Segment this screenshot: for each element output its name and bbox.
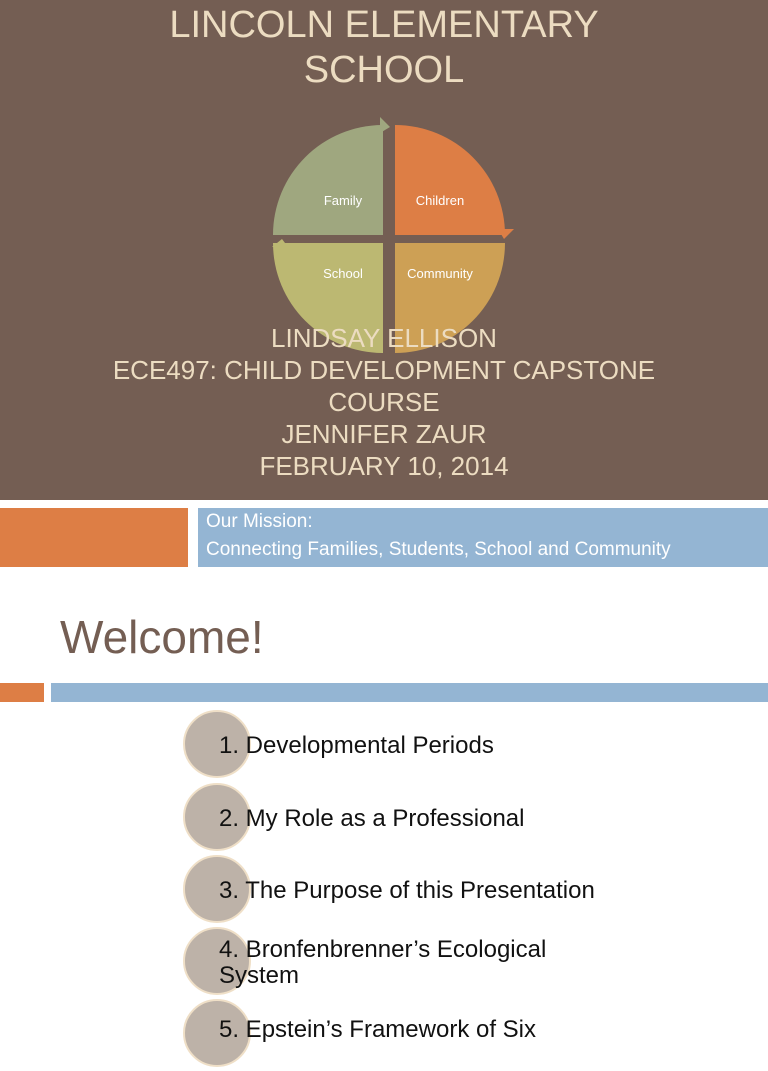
welcome-heading: Welcome! xyxy=(60,611,264,663)
agenda-item-text: 2. My Role as a Professional xyxy=(219,805,525,832)
title-slide xyxy=(0,0,768,500)
label-community: Community xyxy=(407,266,473,281)
agenda-item xyxy=(0,710,768,782)
slide-divider xyxy=(0,500,768,508)
course-title-line-2: COURSE xyxy=(328,387,440,417)
welcome-rule-accent xyxy=(0,683,44,702)
welcome-rule xyxy=(51,683,768,702)
label-family: Family xyxy=(323,193,363,208)
agenda-item xyxy=(0,855,768,927)
presentation-date: FEBRUARY 10, 2014 xyxy=(259,451,509,481)
label-children: Children xyxy=(415,193,465,208)
quadrant-children xyxy=(395,125,505,235)
agenda-item-text: 3. The Purpose of this Presentation xyxy=(219,877,595,904)
quadrant-family xyxy=(273,125,383,235)
school-title-line-2: SCHOOL xyxy=(303,49,465,91)
agenda-item xyxy=(0,999,768,1071)
arrow-tip-top xyxy=(380,117,390,133)
agenda-item xyxy=(0,783,768,855)
agenda-item xyxy=(0,927,768,999)
mission-banner xyxy=(198,508,768,567)
course-title-line-1: ECE497: CHILD DEVELOPMENT CAPSTONE xyxy=(112,355,656,385)
agenda-item-text: 5. Epstein’s Framework of Six xyxy=(219,1016,537,1043)
cycle-diagram xyxy=(268,115,518,355)
instructor-name: JENNIFER ZAUR xyxy=(281,419,487,449)
mission-text: Connecting Families, Students, School and Community xyxy=(206,539,671,560)
mission-accent-block xyxy=(0,508,188,567)
mission-heading: Our Mission: xyxy=(206,511,313,532)
school-title-line-1: LINCOLN ELEMENTARY xyxy=(169,4,599,46)
label-school: School xyxy=(323,266,363,281)
author-name: LINDSAY ELLISON xyxy=(271,323,497,353)
agenda-item-text: 1. Developmental Periods xyxy=(219,732,494,759)
agenda-item-text: 4. Bronfenbrenner’s Ecological System xyxy=(219,936,547,989)
